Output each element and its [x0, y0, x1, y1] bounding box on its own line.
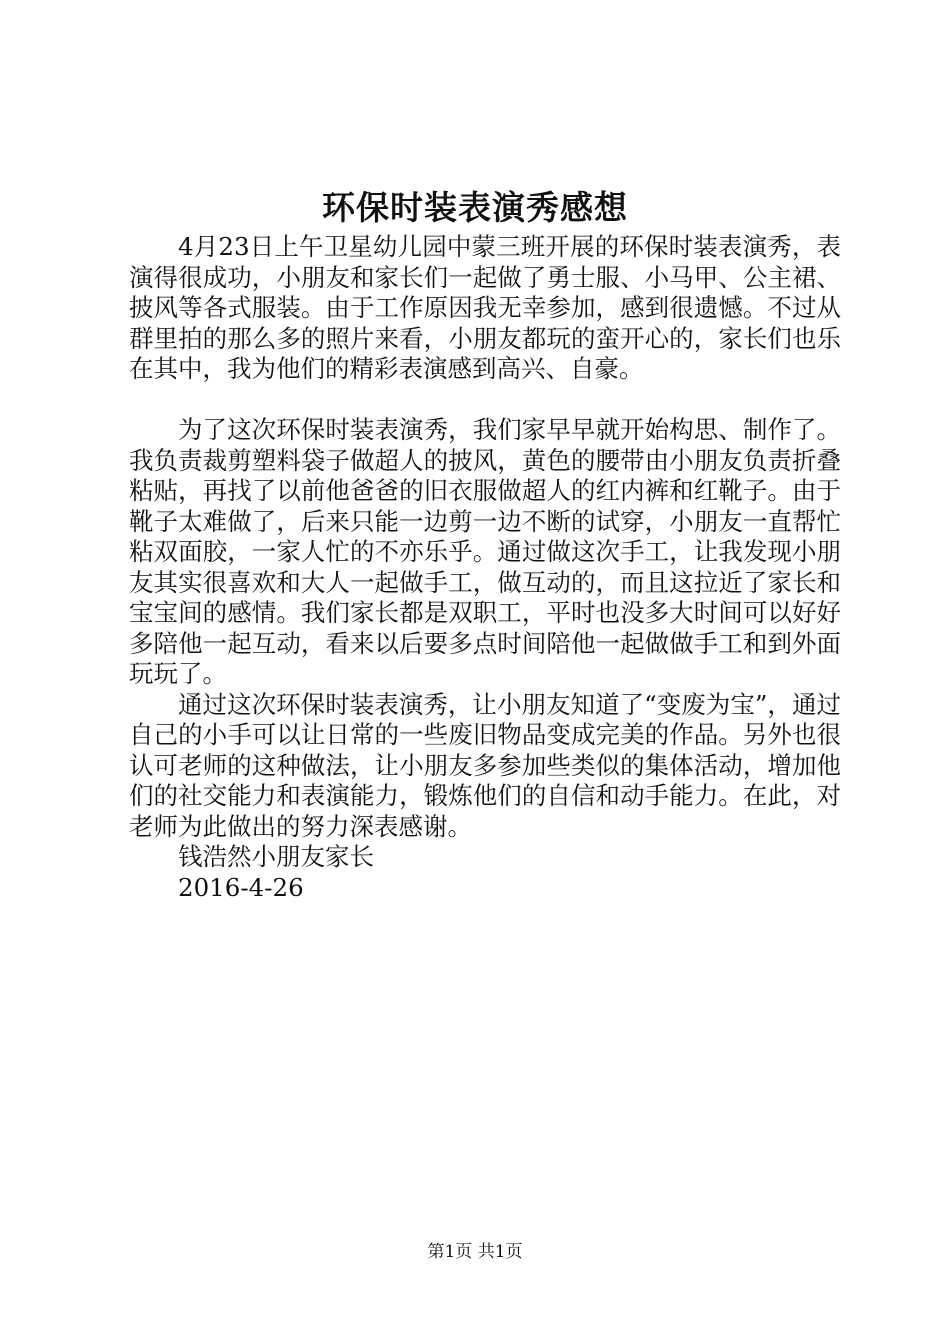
document-title: 环保时装表演秀感想 — [322, 188, 628, 227]
paragraph-3: 通过这次环保时装表演秀，让小朋友知道了“变废为宝”，通过自己的小手可以让日常的一些废旧物品变成完美的作品。另外也很认可老师的这种做法，让小朋友多参加些类似的集体活动，增加他们的社交能力和表演能力，锻炼他们的自信和动手能力。在此，对老师为此做出的努力深表感谢。 — [129, 689, 841, 841]
date: 2016-4-26 — [178, 872, 304, 902]
paragraph-2: 为了这次环保时装表演秀，我们家早早就开始构思、制作了。我负责裁剪塑料袋子做超人的披风，黄色的腰带由小朋友负责折叠粘贴，再找了以前他爸爸的旧衣服做超人的红内裤和红靴子。由于靴子太难做了，后来只能一边剪一边不断的试穿，小朋友一直帮忙粘双面胶，一家人忙的不亦乐乎。通过做这次手工，让我发现小朋友其实很喜欢和大人一起做手工，做互动的，而且这拉近了家长和宝宝间的感情。我们家长都是双职工，平时也没多大时间可以好好多陪他一起互动，看来以后要多点时间陪他一起做做手工和到外面玩玩了。 — [129, 415, 841, 688]
page-footer: 第1页 共1页 — [427, 1242, 523, 1262]
signature: 钱浩然小朋友家长 — [178, 842, 374, 871]
paragraph-1: 4月23日上午卫星幼儿园中蒙三班开展的环保时装表演秀，表演得很成功，小朋友和家长们一起做了勇士服、小马甲、公主裙、披风等各式服装。由于工作原因我无幸参加，感到很遗憾。不过从群里拍的那么多的照片来看，小朋友都玩的蛮开心的，家长们也乐在其中，我为他们的精彩表演感到高兴、自豪。 — [129, 232, 841, 383]
document-body — [129, 232, 841, 903]
